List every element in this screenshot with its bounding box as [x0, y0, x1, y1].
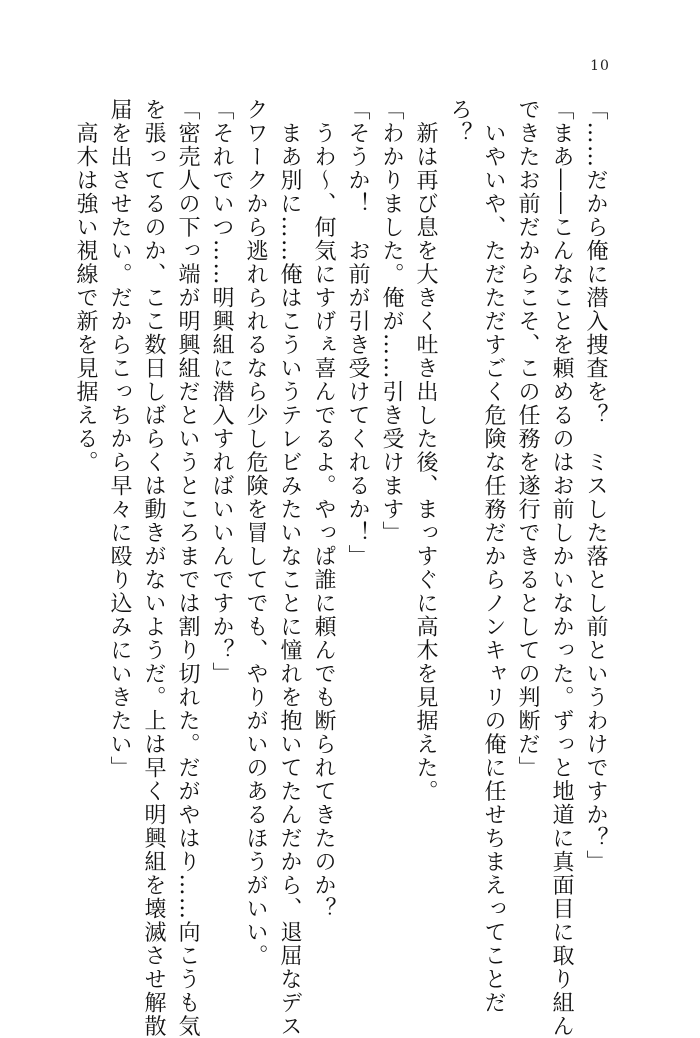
page-number: 10 — [590, 58, 610, 74]
text-line: うわ～、何気にすげぇ喜んでるよ。やっぱ誰に頼んでも断られてきたのか？ — [311, 98, 336, 921]
text-line: 「……だから俺に潜入捜査を？ ミスした落とし前というわけですか？」 — [583, 98, 608, 874]
text-line: ろ？ — [447, 98, 472, 145]
text-line: クワークから逃れられるなら少し危険を冒してでも、やりがいのあるほうがいい。 — [243, 98, 268, 968]
text-line: 「密売人の下っ端が明興組だというところまでは割り切れた。だがやはり……向こうも気 — [175, 98, 200, 1038]
text-line: 「それでいつ……明興組に潜入すればいいんですか？」 — [209, 98, 234, 686]
text-line: を張ってるのか、ここ数日しばらくは動きがないようだ。上は早く明興組を壊滅させ解散 — [141, 98, 166, 1038]
text-line: 「そうか！ お前が引き受けてくれるか！」 — [345, 98, 370, 568]
text-line: 新は再び息を大きく吐き出した後、まっすぐに高木を見据えた。 — [413, 98, 438, 803]
text-line: いやいや、ただただすごく危険な任務だからノンキャリの俺に任せちまえってことだ — [481, 98, 506, 1015]
text-line: 高木は強い視線で新を見据える。 — [73, 98, 98, 474]
text-line: 届を出させたい。だからこっちから早々に殴り込みにいきたい」 — [107, 98, 132, 780]
text-line: できたお前だからこそ、この任務を遂行できるとしての判断だ」 — [515, 98, 540, 780]
text-line: まあ別に……俺はこういうテレビみたいなことに憧れを抱いてたんだから、退屈なデス — [277, 98, 302, 1038]
text-line: 「まあ――こんなことを頼めるのはお前しかいなかった。ずっと地道に真面目に取り組ん — [549, 98, 574, 1038]
vertical-text-body — [73, 98, 612, 1038]
text-line: 「わかりました。俺が……引き受けます」 — [379, 98, 404, 545]
